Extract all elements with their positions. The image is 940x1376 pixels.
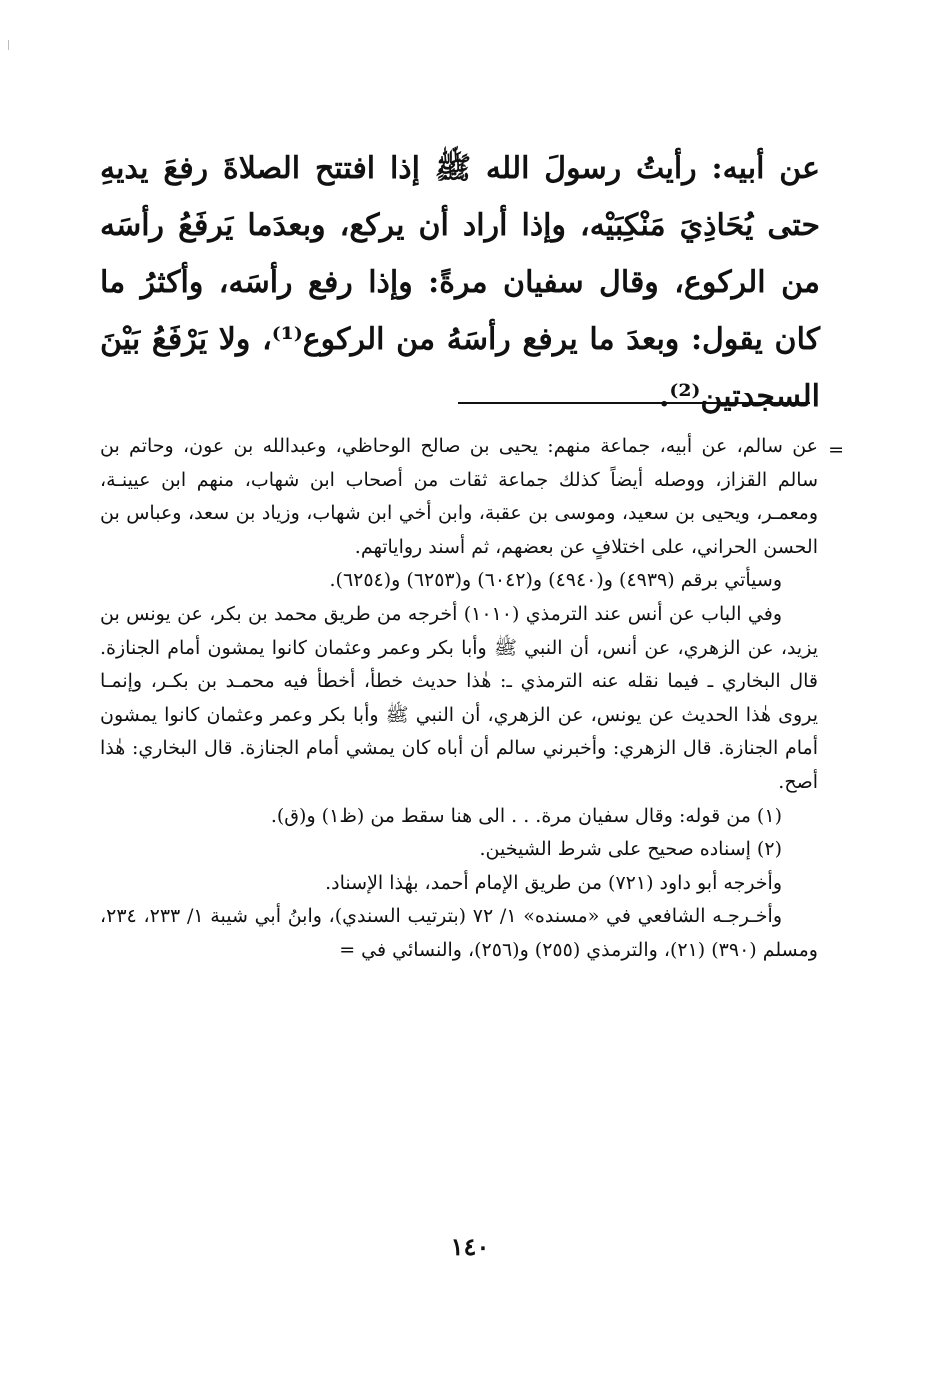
continued-from-previous-mark: = bbox=[828, 439, 844, 461]
scan-edge-mark bbox=[8, 40, 13, 50]
footnote-cross-reference: وسيأتي برقم (٤٩٣٩) و(٤٩٤٠) و(٦٠٤٢) و(٦٢٥٣) و(٦٢٥٤). bbox=[329, 569, 782, 592]
footnote-chapter-note: وفي الباب عن أنس عند الترمذي (١٠١٠) أخرجه من طريق محمد بن بكر، عن يونس بن يزيد، عن الزهري، عن أنس، أن النبي ﷺ وأبا بكر وعمر وعثمان كانوا يمشون أمام الجنازة. قال البخاري ـ فيما نقله عنه الترمذي ـ: هٰذا حديث خطأ، أخطأ فيه محمـد بن بكـر، وإنمـا يروى هٰذا الحديث عن يونس، عن الزهري، أن النبي ﷺ وأبا بكر وعمر وعثمان كانوا يمشون أمام الجنازة. قال الزهري: وأخبرني سالم أن أباه كان يمشي أمام الجنازة. قال البخاري: هٰذا أصح. bbox=[100, 602, 818, 793]
footnote-para5-text: وأخـرجـه الشافعي في «مسنده» ١/ ٧٢ (بترتيب السندي)، وابنُ أبي شيبة ١/ ٢٣٣، ٢٣٤، ومسلم (٣٩٠) (٢١)، والترمذي (٢٥٥) و(٢٥٦)، والنسائي في bbox=[100, 905, 818, 961]
footnote-para1-text: عن سالم، عن أبيه، جماعة منهم: يحيى بن صالح الوحاظي، وعبدالله بن عون، وحاتم بن سالم القزاز، ووصله أيضاً كذلك جماعة ثقات من أصحاب ابن شهاب، منهم ابن عيينـة، ومعمـر، ويحيى بن سعيد، وموسى بن عقبة، وابن أخي ابن شهاب، وزياد بن سعد، وعباس بن الحسن الحراني، على اختلافٍ عن بعضهم، ثم أسند رواياتهم. bbox=[100, 435, 818, 558]
footnote-2-takhrij: وأخرجه أبو داود (٧٢١) من طريق الإمام أحمد، بهٰذا الإسناد. bbox=[325, 871, 782, 894]
footnote-continued-paragraph bbox=[100, 430, 844, 564]
footnotes-section bbox=[100, 430, 844, 968]
footnote-1: (١) من قوله: وقال سفيان مرة. . . الى هنا سقط من (ظ١) و(ق). bbox=[270, 804, 782, 827]
hadith-main-text bbox=[100, 140, 820, 425]
footnote-separator bbox=[458, 402, 810, 404]
continues-next-page-mark: = bbox=[339, 938, 356, 961]
footnote-2-takhrij-continued bbox=[100, 900, 818, 967]
page-number: ١٤٠ bbox=[450, 1232, 490, 1261]
main-text-paragraph: عن أبيه: رأيتُ رسولَ الله ﷺ إذا افتتح الصلاةَ رفعَ يديهِ حتى يُحَاذِيَ مَنْكِبَيْه، وإذا أراد أن يركع، وبعدَما يَرفَعُ رأسَه من الركوع، وقال سفيان مرةً: وإذا رفع رأسَه، وأكثرُ ما كان يقول: وبعدَ ما يرفع رأسَهُ من الركوع⁽¹⁾، ولا يَرْفَعُ بَيْنَ السجدتين⁽²⁾. bbox=[100, 151, 821, 414]
footnote-2: (٢) إسناده صحيح على شرط الشيخين. bbox=[479, 838, 782, 861]
